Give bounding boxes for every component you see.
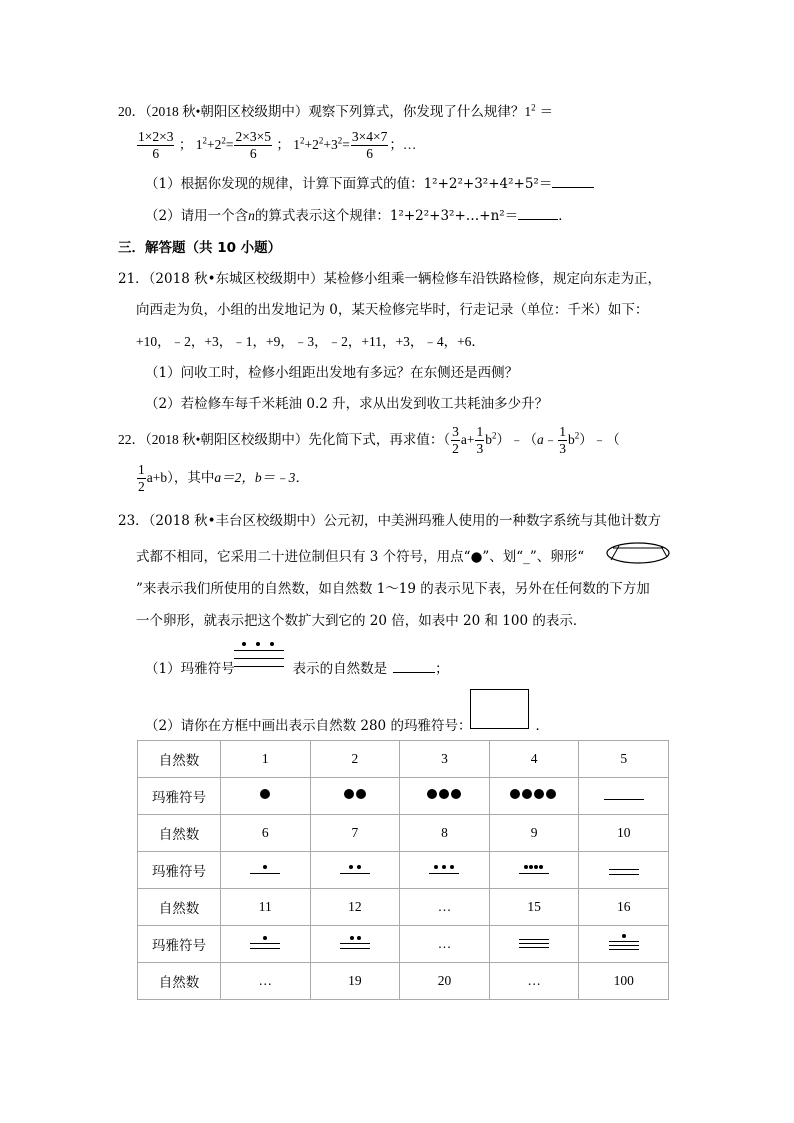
table-cell: 2 bbox=[310, 741, 400, 778]
q20-part2 bbox=[145, 206, 572, 226]
table-cell: 1 bbox=[221, 741, 311, 778]
table-cell: … bbox=[400, 926, 490, 963]
header-cell: 玛雅符号 bbox=[138, 852, 221, 889]
table-cell: 19 bbox=[310, 963, 400, 1000]
q20-f3-denominator: 6 bbox=[366, 146, 373, 162]
q23-part1 bbox=[145, 659, 449, 679]
q20-sum-3: $1^2+2^2+3^2=$ bbox=[293, 135, 350, 152]
table-cell: 100 bbox=[579, 963, 669, 1000]
table-cell: 20 bbox=[400, 963, 490, 1000]
q20-part1-blank bbox=[552, 175, 594, 188]
q23-line3: ”来表示我们所使用的自然数，如自然数 1～19 的表示见下表，另外在任何数的下方加 bbox=[136, 581, 650, 597]
table-cell: … bbox=[400, 889, 490, 926]
header-cell: 自然数 bbox=[138, 963, 221, 1000]
table-row bbox=[138, 852, 669, 889]
q20-sum-2: $1^2+2^2=$ bbox=[195, 135, 234, 152]
maya-5 bbox=[579, 778, 669, 815]
q22-frac-a bbox=[451, 424, 460, 457]
maya-8 bbox=[400, 852, 490, 889]
q22-fb-num: 1 bbox=[476, 424, 484, 440]
table-row bbox=[138, 815, 669, 852]
table-cell: 15 bbox=[489, 889, 579, 926]
q20-exponent: 2 bbox=[531, 102, 536, 113]
header-cell: 自然数 bbox=[138, 815, 221, 852]
q22-mid1: ）﹣（ bbox=[496, 432, 537, 447]
q22-line2 bbox=[136, 461, 309, 495]
table-cell: 10 bbox=[579, 815, 669, 852]
header-cell: 自然数 bbox=[138, 741, 221, 778]
q22-minus: ﹣ bbox=[543, 432, 558, 447]
q20-f3-numerator: 3×4×7 bbox=[351, 129, 388, 145]
q22-mid2: ）﹣（ bbox=[579, 432, 620, 447]
q23-part1-blank bbox=[393, 660, 435, 673]
maya-9 bbox=[489, 852, 579, 889]
table-row bbox=[138, 963, 669, 1000]
q20-part2-text-b: 的算式表示这个规律：1²+2²+3²+…+ bbox=[254, 208, 491, 224]
q22-frac-c bbox=[558, 424, 567, 457]
q23-line1: 23．（2018 秋•丰台区校级期中）公元初，中美洲玛雅人使用的一种数字系统与其他计数方 bbox=[118, 513, 662, 529]
q22-fb-den: 3 bbox=[476, 441, 484, 457]
header-cell: 玛雅符号 bbox=[138, 778, 221, 815]
q22-lead: 22．（2018 秋•朝阳区校级期中）先化简下式，再求值：（ bbox=[118, 432, 451, 447]
q20-part2-text-a: （2）请用一个含 bbox=[145, 208, 249, 224]
q20-sep-1: ； bbox=[178, 137, 193, 152]
q22-a1: a+ bbox=[460, 432, 475, 447]
q22-frac-d bbox=[137, 462, 146, 495]
table-cell: 7 bbox=[310, 815, 400, 852]
q21-line1: 21．（2018 秋•东城区校级期中）某检修小组乘一辆检修车沿铁路检修，规定向东走为正， bbox=[118, 271, 662, 287]
header-cell: 自然数 bbox=[138, 889, 221, 926]
table-row bbox=[138, 778, 669, 815]
oval-symbol-icon bbox=[605, 541, 671, 565]
maya-2 bbox=[310, 778, 400, 815]
table-cell: 4 bbox=[489, 741, 579, 778]
q20-fraction-2 bbox=[234, 129, 271, 162]
q23-part1-text-a: （1）玛雅符号 bbox=[145, 661, 235, 677]
q23-part1-text-b: 表示的自然数是 bbox=[292, 661, 388, 677]
table-cell: 16 bbox=[579, 889, 669, 926]
header-cell: 玛雅符号 bbox=[138, 926, 221, 963]
q22-fd-den: 2 bbox=[138, 479, 145, 495]
maya-table bbox=[137, 740, 669, 1000]
q23-line2: 式都不相同，它采用二十进位制但只有 3 个符号，用点“●”、划“_”、卵形“ bbox=[136, 549, 585, 565]
table-cell: 5 bbox=[579, 741, 669, 778]
q20-fraction-1 bbox=[137, 129, 174, 162]
table-row bbox=[138, 741, 669, 778]
q22-line1: 22．（2018 秋•朝阳区校级期中）先化简下式，再求值：（ $\frac{3}{2}$ a+ $\frac{1}{3}$ $b^2)﹣(a﹣$ $\frac{1}{3}$ $b^2)﹣$（ bbox=[118, 424, 620, 457]
q22-tail: a+b），其中 bbox=[146, 470, 215, 485]
table-cell: 8 bbox=[400, 815, 490, 852]
q21-line3: +10，﹣2，+3，﹣1，+9，﹣3，﹣2，+11，+3，﹣4，+6． bbox=[136, 334, 485, 349]
table-row bbox=[138, 926, 669, 963]
table-cell: 3 bbox=[400, 741, 490, 778]
maya-6 bbox=[221, 852, 311, 889]
q20-f1-numerator: 1×2×3 bbox=[138, 129, 174, 145]
q22-b: b bbox=[485, 432, 492, 447]
q22-b-value: b＝﹣3． bbox=[254, 470, 309, 485]
q20-equals: ＝ bbox=[539, 104, 554, 119]
q22-fc-num: 1 bbox=[559, 424, 566, 440]
q21-part2: （2）若检修车每千米耗油 0.2 升，求从出发到收工共耗油多少升？ bbox=[145, 396, 549, 412]
q20-line1 bbox=[118, 102, 553, 122]
q23-part2-text: （2）请你在方框中画出表示自然数 280 的玛雅符号： bbox=[145, 718, 472, 734]
table-cell: 9 bbox=[489, 815, 579, 852]
q22-frac-b bbox=[475, 424, 484, 457]
maya-7 bbox=[310, 852, 400, 889]
q20-part1-text: （1）根据你发现的规律，计算下面算式的值：1²+2²+3²+4²+5²＝ bbox=[145, 176, 553, 192]
section-heading: 三．解答题（共 10 小题） bbox=[118, 240, 282, 256]
q20-number: 20． bbox=[118, 104, 145, 119]
q20-f1-denominator: 6 bbox=[152, 146, 160, 162]
q20-part2-end: ． bbox=[558, 208, 572, 224]
q20-f2-numerator: 2×3×5 bbox=[235, 129, 271, 145]
q22-a-value: a＝2， bbox=[214, 470, 255, 485]
q20-source: （2018 秋•朝阳区校级期中）观察下列算式，你发现了什么规律？1 bbox=[145, 104, 532, 119]
q21-part1: （1）问收工时，检修小组距出发地有多远？在东侧还是西侧？ bbox=[145, 365, 519, 381]
q20-ellipsis: ；… bbox=[389, 137, 417, 152]
q20-part2-text-c: n²＝ bbox=[490, 208, 519, 224]
q20-sep-2: ； bbox=[276, 137, 290, 152]
maya-4 bbox=[489, 778, 579, 815]
table-cell: … bbox=[221, 963, 311, 1000]
q23-part1-end: ； bbox=[435, 661, 449, 677]
maya-3 bbox=[400, 778, 490, 815]
maya-1 bbox=[221, 778, 311, 815]
maya-10 bbox=[579, 852, 669, 889]
maya-16 bbox=[579, 926, 669, 963]
q20-part1 bbox=[145, 174, 594, 194]
q20-part2-n: n bbox=[248, 208, 255, 223]
q22-fc-den: 3 bbox=[559, 441, 566, 457]
q20-fraction-3 bbox=[351, 129, 388, 162]
q20-part2-blank bbox=[518, 207, 558, 220]
q22-fa-den: 2 bbox=[452, 441, 459, 457]
q22-fa-num: 3 bbox=[452, 424, 459, 440]
table-cell: 6 bbox=[221, 815, 311, 852]
q21-line2: 向西走为负，小组的出发地记为 0，某天检修完毕时，行走记录（单位：千米）如下： bbox=[136, 302, 649, 318]
table-cell: 11 bbox=[221, 889, 311, 926]
q22-a: a bbox=[536, 432, 544, 447]
table-cell: 12 bbox=[310, 889, 400, 926]
maya-12 bbox=[310, 926, 400, 963]
q20-f2-denominator: 6 bbox=[249, 146, 257, 162]
q20-line2 bbox=[136, 128, 416, 162]
maya-11 bbox=[221, 926, 311, 963]
maya-15 bbox=[489, 926, 579, 963]
answer-box-280[interactable] bbox=[470, 689, 529, 729]
q22-fd-num: 1 bbox=[138, 462, 145, 478]
q23-part2-end: ． bbox=[535, 718, 549, 734]
table-row bbox=[138, 889, 669, 926]
q23-line4: 一个卵形，就表示把这个数扩大到它的 20 倍，如表中 20 和 100 的表示． bbox=[136, 613, 587, 629]
table-cell: … bbox=[489, 963, 579, 1000]
